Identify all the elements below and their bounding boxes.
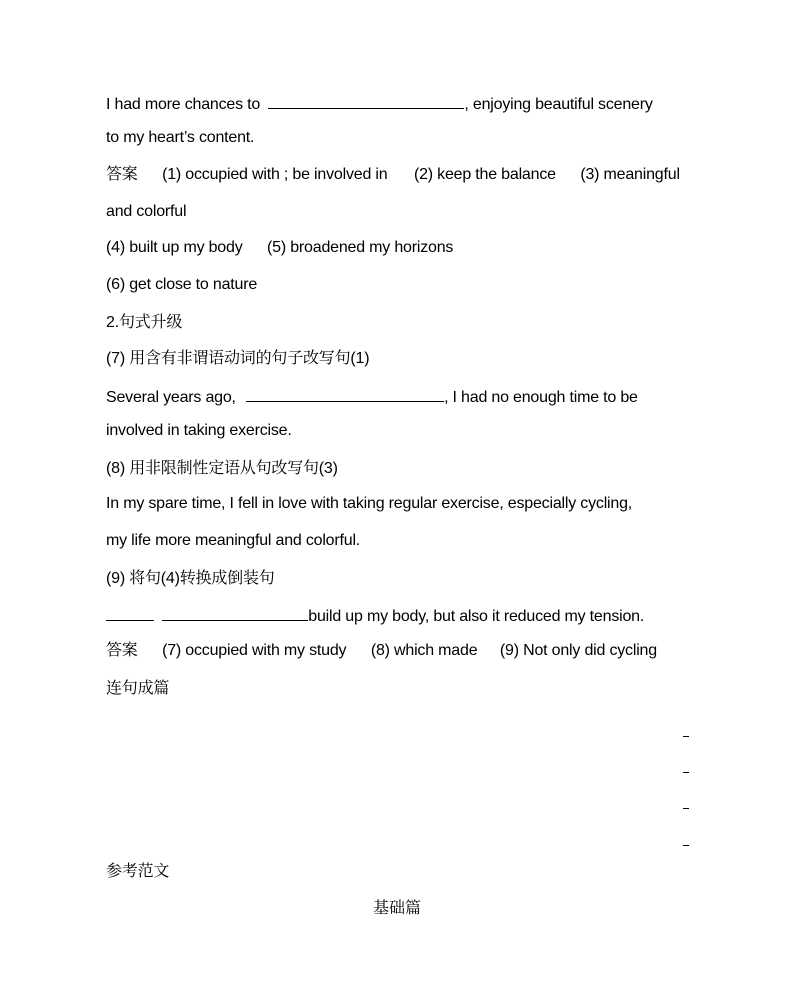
answer-item-7: (7) occupied with my study bbox=[162, 642, 347, 659]
question-7-suffix: , I had no enough time to be bbox=[444, 389, 638, 406]
answer-line-2-block bbox=[106, 641, 657, 661]
question-8-instruction: (8) 用非限制性定语从句改写句(3) bbox=[106, 460, 338, 477]
answer-blank-short bbox=[106, 604, 154, 621]
answer-item-6: (6) get close to nature bbox=[106, 276, 258, 293]
task-sentence-suffix: , enjoying beautiful scenery bbox=[464, 96, 653, 113]
reference-essay-heading: 参考范文 bbox=[106, 863, 170, 880]
section-heading-sentence-upgrade: 2.句式升级 bbox=[106, 314, 183, 331]
answer-blank bbox=[162, 604, 308, 621]
answer-line-3 bbox=[106, 238, 453, 258]
answer-item-8: (8) which made bbox=[370, 642, 478, 659]
answer-item-4: (4) built up my body bbox=[106, 239, 243, 256]
section-heading-combine-sentences: 连句成篇 bbox=[106, 680, 170, 697]
answer-item-3: (3) meaningful bbox=[580, 166, 680, 183]
question-8-line-1: In my spare time, I fell in love with taking regular exercise, especially cycling, bbox=[106, 495, 633, 512]
answer-blank bbox=[268, 92, 464, 109]
question-9-sentence bbox=[106, 604, 644, 627]
margin-dash-mark bbox=[683, 845, 689, 846]
answer-label: 答案 bbox=[106, 166, 138, 183]
margin-dash-mark bbox=[683, 808, 689, 809]
task-sentence-line-2: to my heart’s content. bbox=[106, 129, 255, 146]
margin-dash-mark bbox=[683, 772, 689, 773]
answer-line-1 bbox=[106, 165, 680, 185]
task-sentence-line-1 bbox=[106, 92, 653, 115]
section-footer-label: 基础篇 bbox=[372, 900, 421, 917]
task-sentence-prefix: I had more chances to bbox=[106, 96, 261, 113]
answer-item-9: (9) Not only did cycling bbox=[499, 642, 657, 659]
answer-item-3-continuation: and colorful bbox=[106, 203, 187, 220]
question-7-sentence bbox=[106, 385, 638, 408]
question-9-instruction: (9) 将句(4)转换成倒装句 bbox=[106, 570, 275, 587]
question-7-prefix: Several years ago, bbox=[106, 389, 236, 406]
question-8-line-2: my life more meaningful and colorful. bbox=[106, 532, 361, 549]
answer-label: 答案 bbox=[106, 642, 138, 659]
margin-dash-mark bbox=[683, 736, 689, 737]
answer-item-1: (1) occupied with ; be involved in bbox=[162, 166, 388, 183]
question-7-line-2: involved in taking exercise. bbox=[106, 422, 292, 439]
answer-blank bbox=[246, 385, 444, 402]
question-9-suffix: build up my body, but also it reduced my tension. bbox=[308, 608, 645, 625]
answer-item-2: (2) keep the balance bbox=[413, 166, 556, 183]
answer-item-5: (5) broadened my horizons bbox=[267, 239, 454, 256]
question-7-instruction: (7) 用含有非谓语动词的句子改写句(1) bbox=[106, 350, 370, 367]
